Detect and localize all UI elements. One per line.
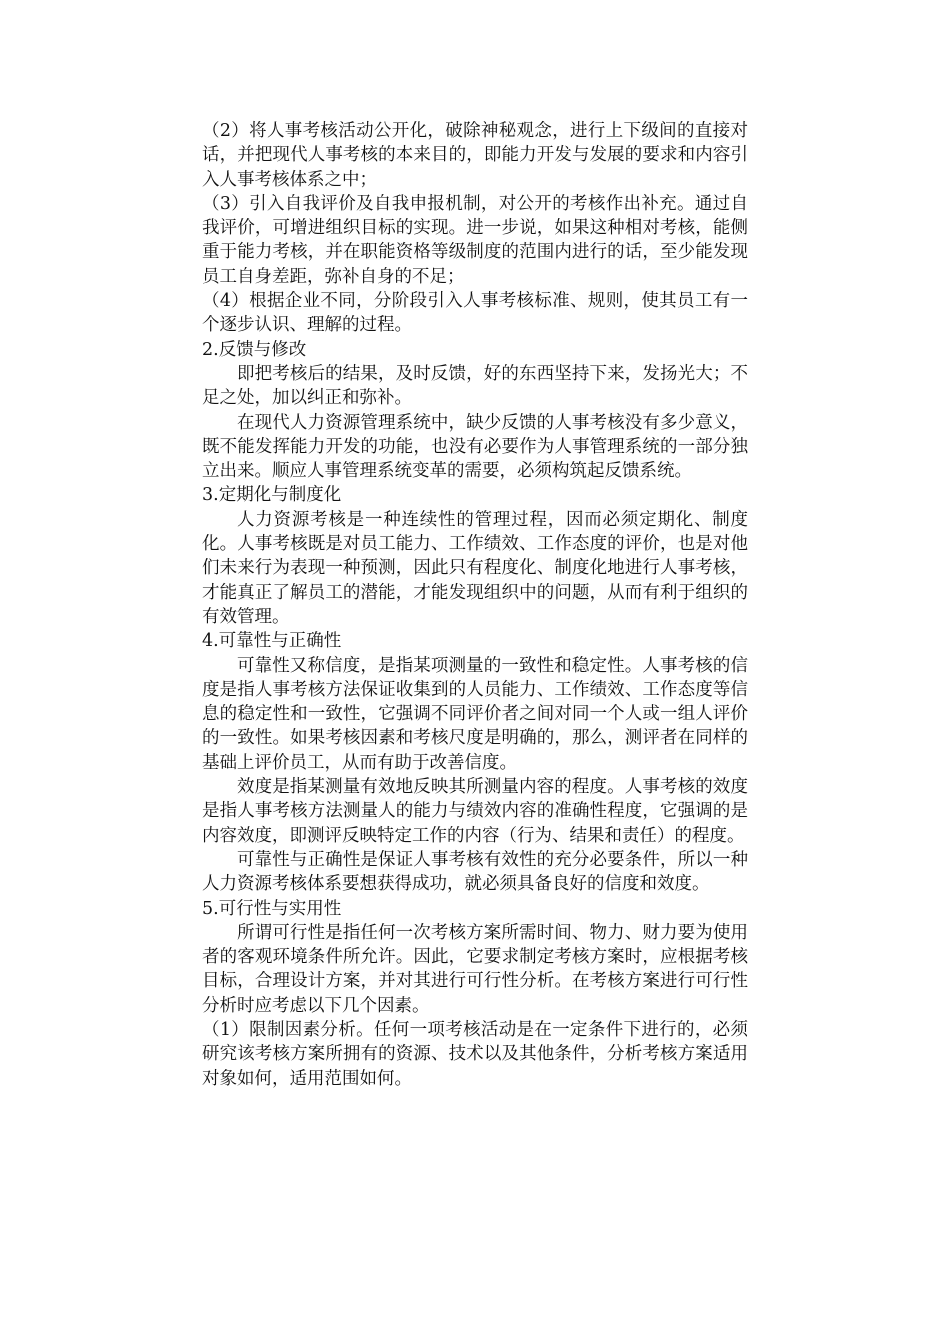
body-paragraph: 可靠性与正确性是保证人事考核有效性的充分必要条件，所以一种人力资源考核体系要想获得成功，就必须具备良好的信度和效度。 (202, 849, 748, 895)
section-heading: 5.可行性与实用性 (202, 898, 342, 919)
document-body (202, 119, 748, 1091)
list-item-paragraph: （4）根据企业不同，分阶段引入人事考核标准、规则，使其员工有一个逐步认识、理解的过程。 (202, 291, 748, 336)
body-paragraph: 人力资源考核是一种连续性的管理过程，因而必须定期化、制度化。人事考核既是对员工能力、工作绩效、工作态度的评价，也是对他们未来行为表现一种预测，因此只有程度化、制度化地进行人事考核，才能真正了解员工的潜能，才能发现组织中的问题，从而有利于组织的有效管理。 (202, 509, 748, 627)
section-heading: 3.定期化与制度化 (202, 485, 342, 506)
body-paragraph: 效度是指某测量有效地反映其所测量内容的程度。人事考核的效度是指人事考核方法测量人的能力与绩效内容的准确性程度，它强调的是内容效度，即测评反映特定工作的内容（行为、结果和责任）的程度。 (202, 777, 748, 846)
list-item-paragraph: （2）将人事考核活动公开化，破除神秘观念，进行上下级间的直接对话，并把现代人事考核的本来目的，即能力开发与发展的要求和内容引入人事考核体系之中； (202, 121, 748, 190)
body-paragraph: 在现代人力资源管理系统中，缺少反馈的人事考核没有多少意义，既不能发挥能力开发的功能，也没有必要作为人事管理系统的一部分独立出来。顺应人事管理系统变革的需要，必须构筑起反馈系统。 (202, 412, 748, 482)
list-item-paragraph: （3）引入自我评价及自我申报机制，对公开的考核作出补充。通过自我评价，可增进组织目标的实现。进一步说，如果这种相对考核，能侧重于能力考核，并在职能资格等级制度的范围内进行的话，至少能发现员工自身差距，弥补自身的不足； (202, 193, 748, 287)
body-paragraph: 即把考核后的结果，及时反馈，好的东西坚持下来，发扬光大；不足之处，加以纠正和弥补。 (202, 363, 748, 409)
body-paragraph: 可靠性又称信度，是指某项测量的一致性和稳定性。人事考核的信度是指人事考核方法保证收集到的人员能力、工作绩效、工作态度等信息的稳定性和一致性，它强调不同评价者之间对同一个人或一组人评价的一致性。如果考核因素和考核尺度是明确的，那么，测评者在同样的基础上评价员工，从而有助于改善信度。 (202, 655, 748, 773)
section-heading: 4.可靠性与正确性 (202, 631, 342, 652)
section-heading: 2.反馈与修改 (202, 339, 307, 360)
body-paragraph: 所谓可行性是指任何一次考核方案所需时间、物力、财力要为使用者的客观环境条件所允许。因此，它要求制定考核方案时，应根据考核目标，合理设计方案，并对其进行可行性分析。在考核方案进行可行性分析时应考虑以下几个因素。 (202, 922, 748, 1016)
list-item-paragraph: （1）限制因素分析。任何一项考核活动是在一定条件下进行的，必须研究该考核方案所拥有的资源、技术以及其他条件，分析考核方案适用对象如何，适用范围如何。 (202, 1019, 748, 1089)
